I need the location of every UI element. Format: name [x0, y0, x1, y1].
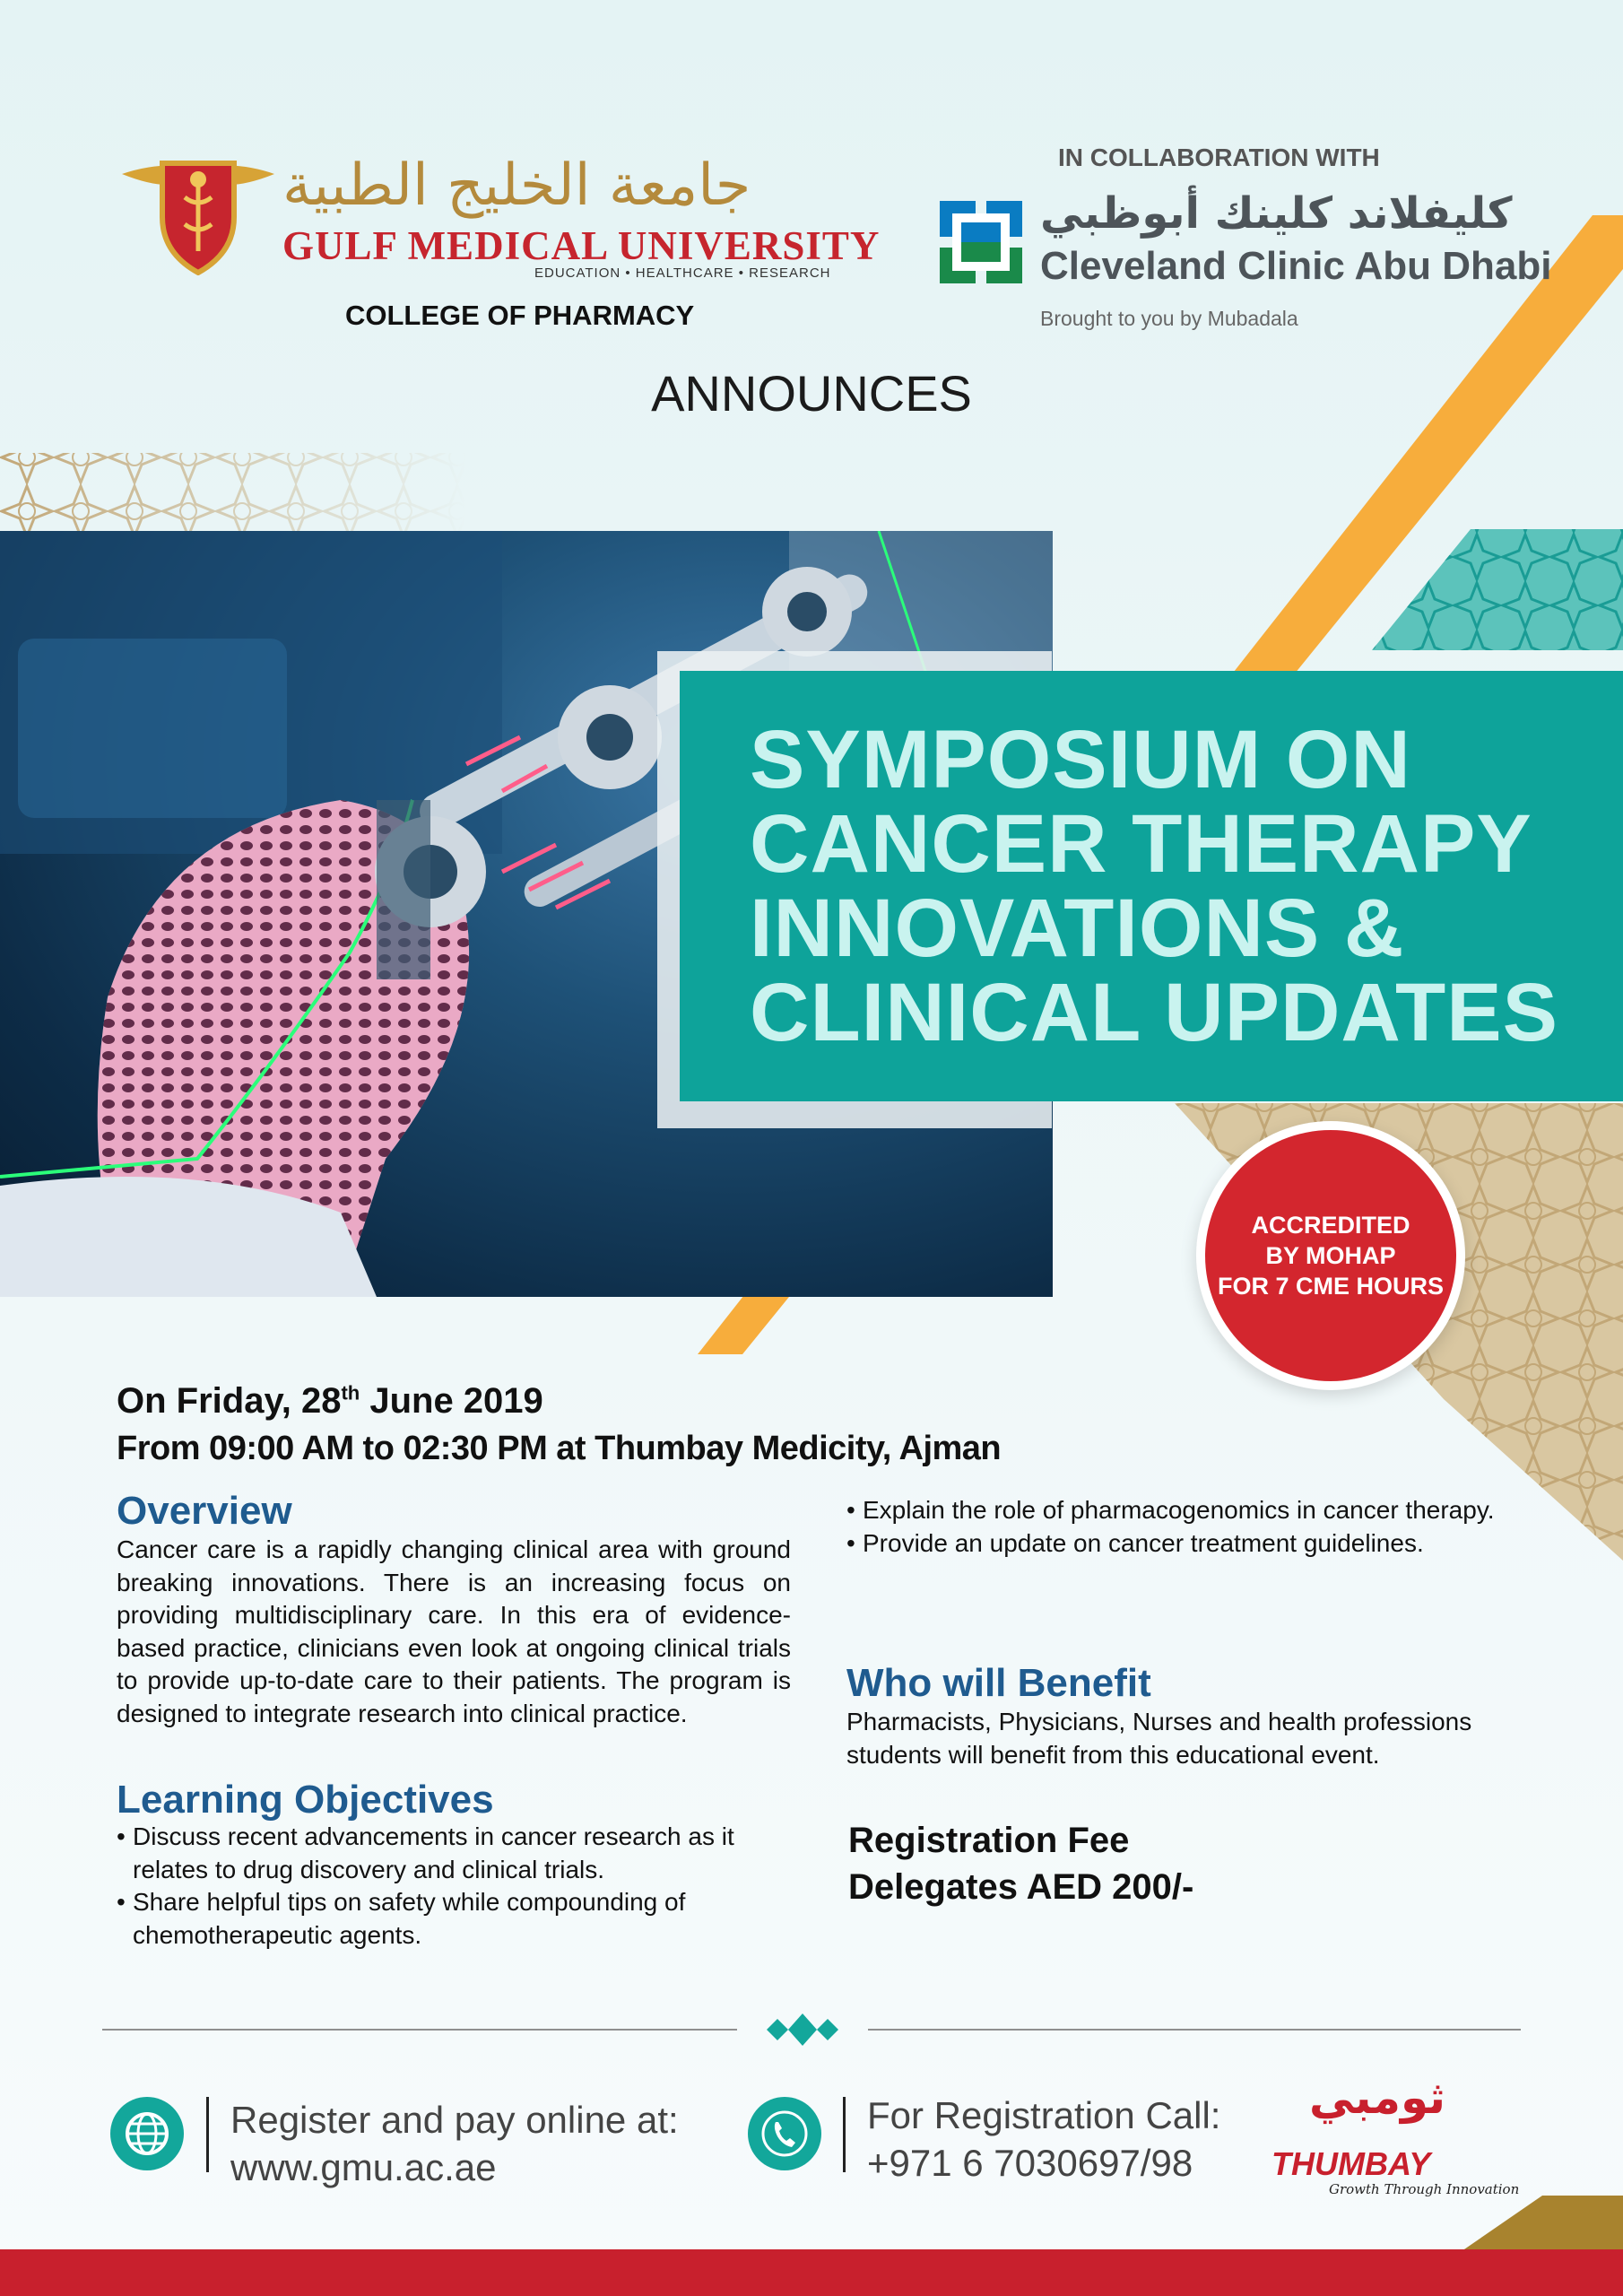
divider-diamonds-icon — [753, 2009, 852, 2050]
who-will-benefit-text: Pharmacists, Physicians, Nurses and health professions students will benefit from this educational event. — [846, 1708, 1472, 1769]
gmu-crest-icon — [122, 145, 274, 275]
partner-name: Cleveland Clinic Abu Dhabi — [1040, 244, 1552, 288]
online-registration-label: Register and pay online at: — [230, 2099, 679, 2141]
objective-item: • Share helpful tips on safety while compounding of chemotherapeutic agents. — [117, 1886, 798, 1952]
registration-phone-link[interactable]: +971 6 7030697/98 — [867, 2142, 1193, 2184]
event-date-ordinal: th — [341, 1381, 360, 1405]
accreditation-badge-inner — [1205, 1130, 1456, 1381]
globe-icon — [110, 2097, 184, 2170]
divider-right — [868, 2029, 1521, 2031]
phone-icon — [748, 2097, 821, 2170]
overview-text: Cancer care is a rapidly changing clinical area with ground breaking innovations. There is an increasing focus on providing multidisciplinary care. In this era of evidence-based practice, clinicians even look at ongoing clinical trials to provide up-to-date care to their patients. The program is designed to integrate research into clinical practice. — [117, 1535, 791, 1727]
bottom-band — [0, 2249, 1623, 2296]
divider-left — [102, 2029, 737, 2031]
learning-objectives-list-continued — [846, 1494, 1510, 1560]
overview-heading: Overview — [117, 1489, 292, 1533]
symposium-title: SYMPOSIUM ON CANCER THERAPY INNOVATIONS & CLINICAL UPDATES — [750, 714, 1558, 1058]
announces-heading: ANNOUNCES — [651, 365, 972, 422]
accreditation-text: ACCREDITED BY MOHAP FOR 7 CME HOURS — [1217, 1212, 1445, 1300]
partner-arabic-name: كليفلاند كلينك أبوظبي — [1040, 188, 1513, 239]
university-arabic-name: جامعة الخليج الطبية — [282, 152, 751, 219]
university-name: GULF MEDICAL UNIVERSITY — [282, 223, 881, 268]
cleveland-clinic-logo-icon — [940, 201, 1022, 283]
who-will-benefit-heading: Who will Benefit — [846, 1661, 1151, 1705]
learning-objectives-list — [117, 1821, 798, 1952]
online-registration — [230, 2096, 679, 2191]
college-name: COLLEGE OF PHARMACY — [345, 300, 695, 331]
objective-item: • Explain the role of pharmacogenomics in cancer therapy. — [846, 1494, 1510, 1527]
event-date-prefix: On Friday, 28 — [117, 1381, 342, 1421]
accreditation-badge — [1196, 1121, 1465, 1390]
registration-fee-value: Delegates AED 200/- — [848, 1867, 1194, 1907]
collaboration-label: IN COLLABORATION WITH — [1058, 144, 1380, 171]
objective-item: • Provide an update on cancer treatment guidelines. — [846, 1527, 1510, 1561]
partner-subtitle: Brought to you by Mubadala — [1040, 307, 1298, 330]
registration-url-link[interactable]: www.gmu.ac.ae — [230, 2146, 497, 2188]
phone-registration — [867, 2092, 1220, 2187]
footer-separator — [843, 2097, 846, 2172]
event-date — [117, 1381, 543, 1422]
university-tagline: EDUCATION • HEALTHCARE • RESEARCH — [534, 265, 831, 281]
event-time-venue: From 09:00 AM to 02:30 PM at Thumbay Medicity, Ajman — [117, 1430, 1002, 1467]
sponsor-arabic-logo: ثومبي — [1309, 2072, 1446, 2124]
event-date-suffix: June 2019 — [360, 1381, 543, 1421]
learning-objectives-heading: Learning Objectives — [117, 1778, 494, 1822]
objective-item: • Discuss recent advancements in cancer research as it relates to drug discovery and clinical trials. — [117, 1821, 798, 1886]
footer-separator — [206, 2097, 209, 2172]
registration-fee-label: Registration Fee — [848, 1821, 1130, 1860]
sponsor-name: THUMBAY — [1271, 2145, 1431, 2182]
phone-registration-label: For Registration Call: — [867, 2094, 1221, 2136]
sponsor-tagline: Growth Through Innovation — [1329, 2181, 1520, 2197]
